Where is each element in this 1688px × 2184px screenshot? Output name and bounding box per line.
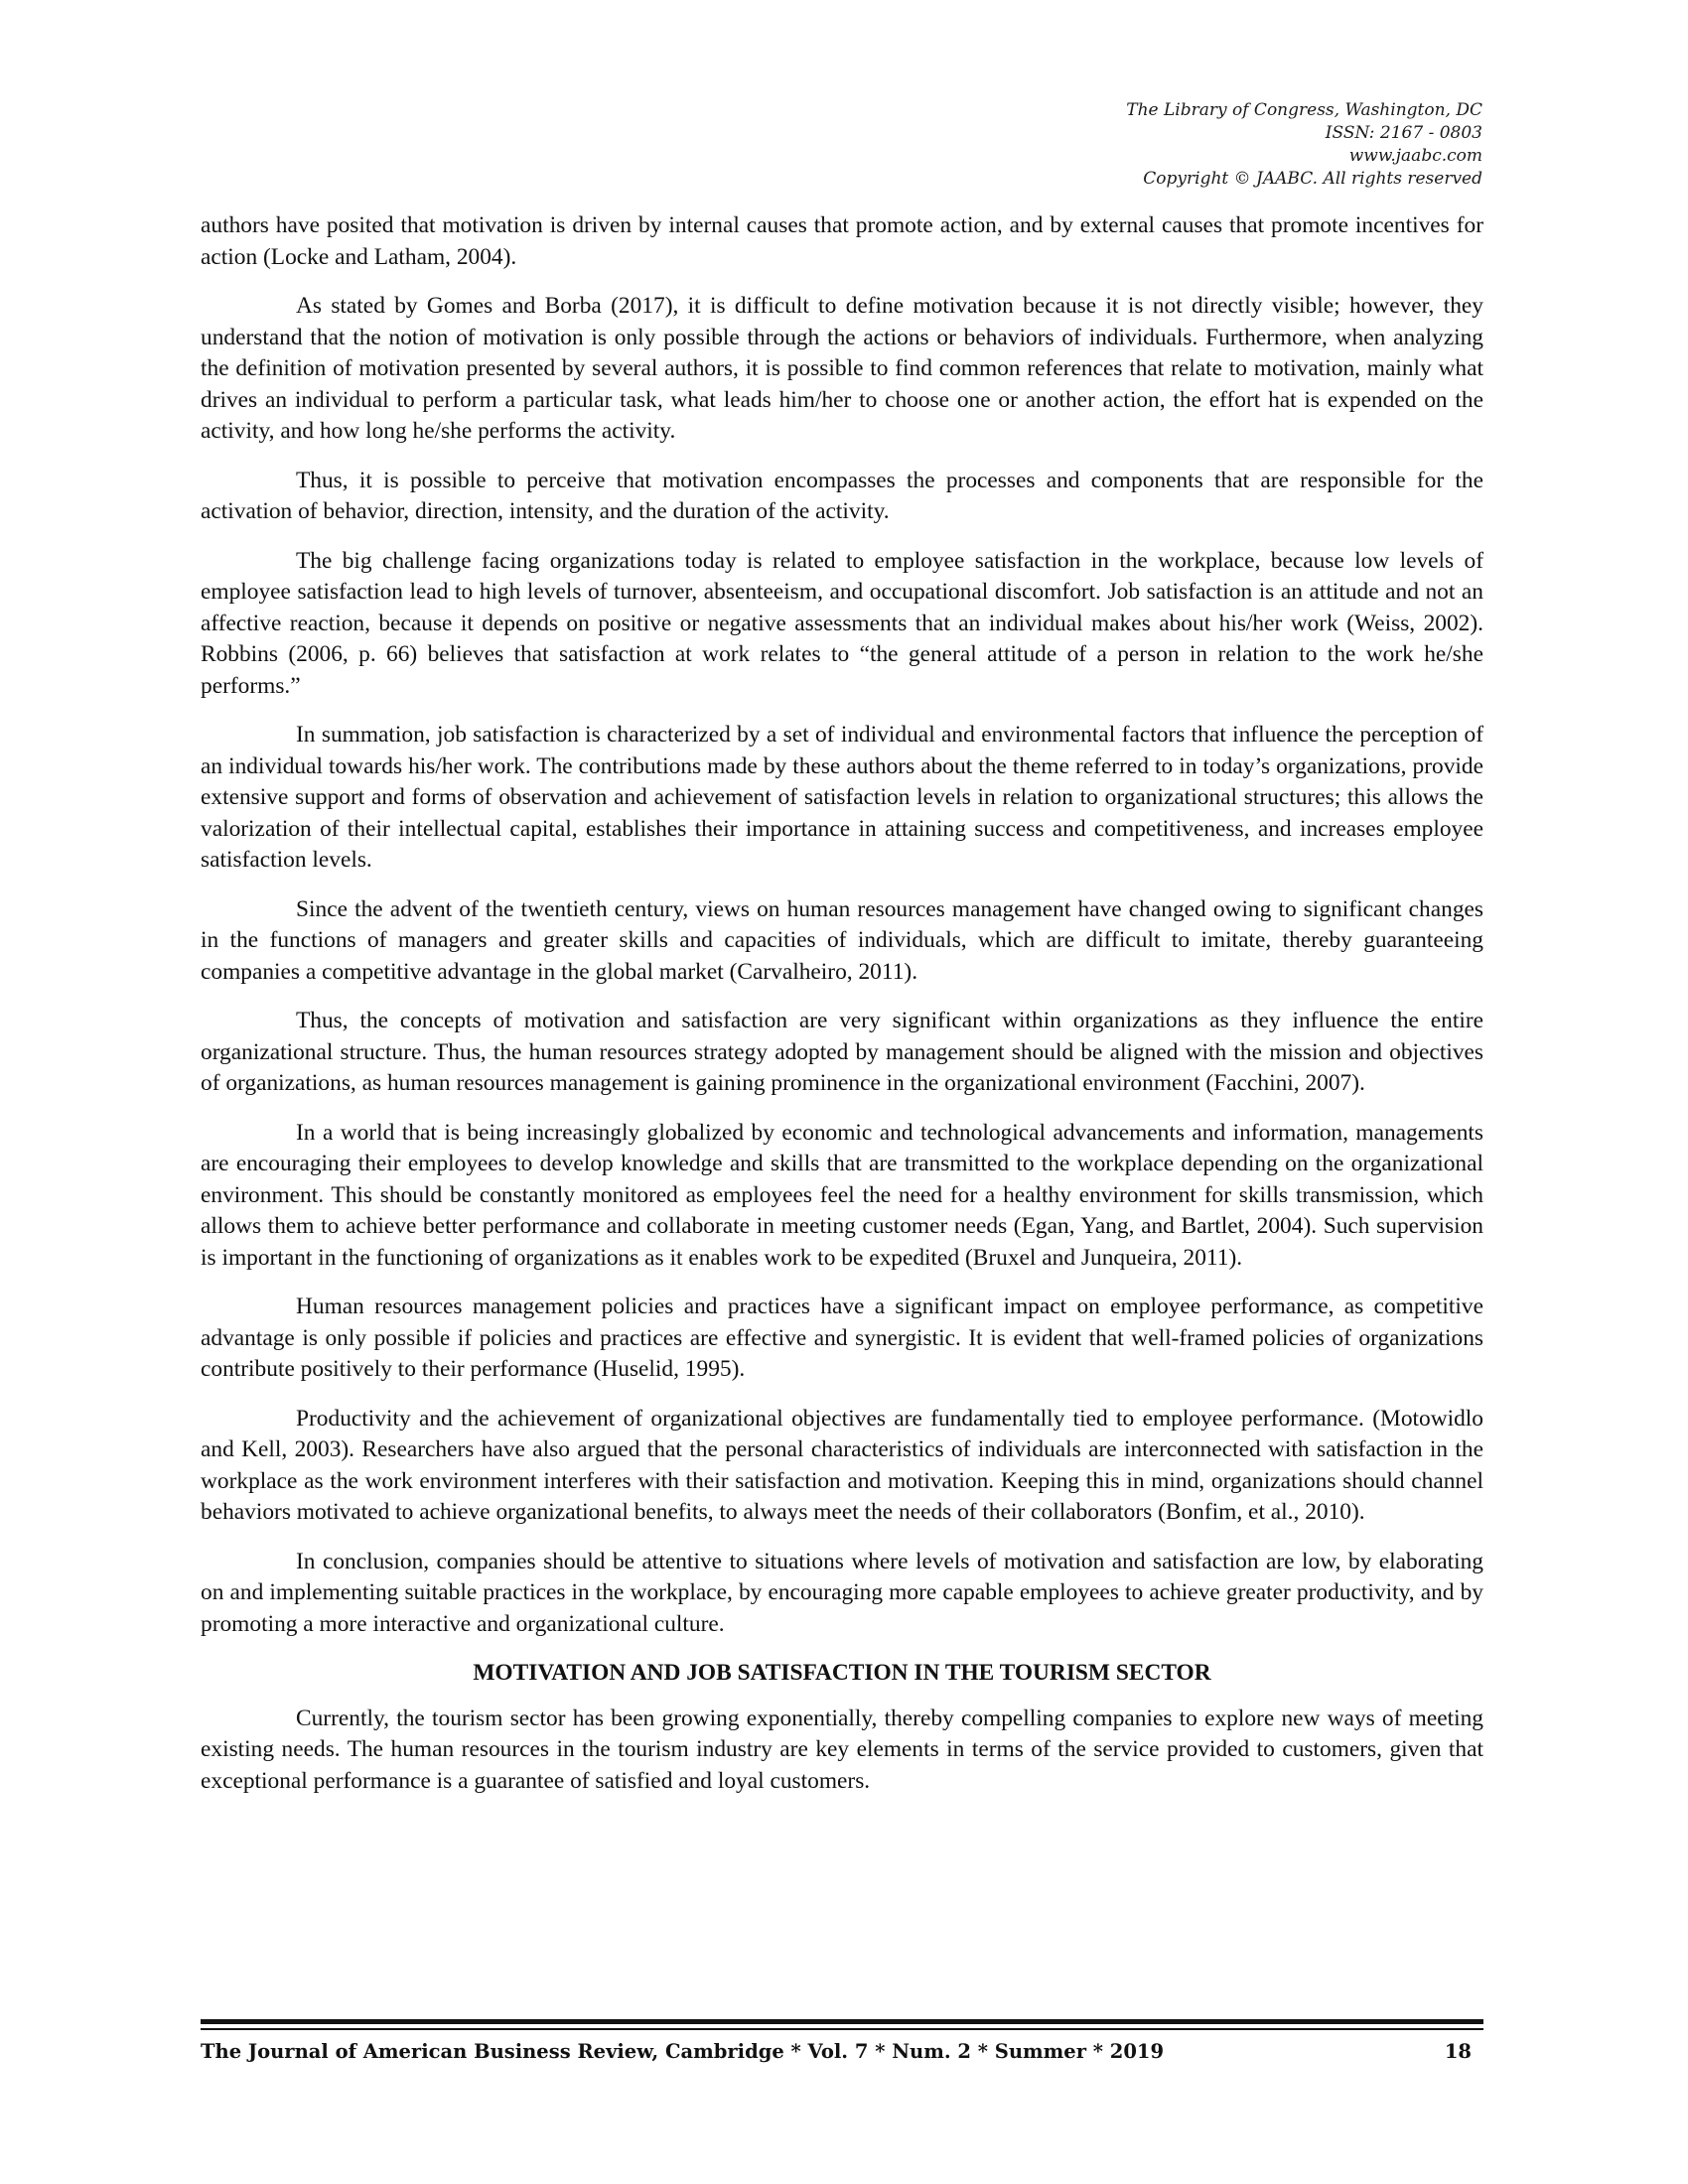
paragraph: Currently, the tourism sector has been growing exponentially, thereby compelling companies to explore new ways of meeting existing needs. The human resources in the tourism industry are key elements in terms of the service provided to customers, given that exceptional performance is a guarantee of satisfied and loyal customers. bbox=[201, 1705, 1483, 1794]
paragraph: authors have posited that motivation is driven by internal causes that promote action, and by external causes that promote incentives for action (Locke and Latham, 2004). bbox=[201, 212, 1483, 270]
paragraph: In a world that is being increasingly globalized by economic and technological advancements and information, managements are encouraging their employees to develop knowledge and skills that are transmitted to the workplace depending on the organizational environment. This should be constantly monitored as employees feel the need for a healthy environment for skills transmission, which allows them to achieve better performance and collaborate in meeting customer needs (Egan, Yang, and Bartlet, 2004). Such supervision is important in the functioning of organizations as it enables work to be expedited (Bruxel and Junqueira, 2011). bbox=[201, 1119, 1483, 1271]
header-copyright: Copyright © JAABC. All rights reserved bbox=[1143, 169, 1482, 189]
header-issn: ISSN: 2167 - 0803 bbox=[1325, 123, 1482, 143]
paragraph: Productivity and the achievement of organizational objectives are fundamentally tied to employee performance. (Motowidlo and Kell, 2003). Researchers have also argued that the personal characteristics of individuals are interconnected with satisfaction in the workplace as the work environment interferes with their satisfaction and motivation. Keeping this in mind, organizations should channel behaviors motivated to achieve organizational benefits, to always meet the needs of their collaborators (Bonfim, et al., 2010). bbox=[201, 1405, 1483, 1525]
footer-divider-thick bbox=[201, 2019, 1483, 2024]
paragraph: In summation, job satisfaction is characterized by a set of individual and environmental factors that influence the perception of an individual towards his/her work. The contributions made by these authors about the theme referred to in today’s organizations, provide extensive support and forms of observation and achievement of satisfaction levels in relation to organizational structures; this allows the valorization of their intellectual capital, establishes their importance in attaining success and competitiveness, and increases employee satisfaction levels. bbox=[201, 722, 1483, 873]
paragraph: Thus, the concepts of motivation and satisfaction are very significant within organizations as they influence the entire organizational structure. Thus, the human resources strategy adopted by management should be aligned with the mission and objectives of organizations, as human resources management is gaining prominence in the organizational environment (Facchini, 2007). bbox=[201, 1008, 1483, 1096]
header-website: www.jaabc.com bbox=[1348, 146, 1482, 166]
running-footer bbox=[201, 2037, 1483, 2067]
footer-divider-thin bbox=[201, 2028, 1483, 2030]
paragraph: Thus, it is possible to perceive that motivation encompasses the processes and components that are responsible for the activation of behavior, direction, intensity, and the duration of the activity. bbox=[201, 467, 1483, 524]
paragraph: Human resources management policies and practices have a significant impact on employee performance, as competitive advantage is only possible if policies and practices are effective and synergistic. It is evident that well-framed policies of organizations contribute positively to their performance (Huselid, 1995). bbox=[201, 1294, 1483, 1382]
page-number: 18 bbox=[1444, 2040, 1472, 2063]
running-header bbox=[1126, 99, 1482, 191]
paragraph: Since the advent of the twentieth century, views on human resources management have changed owing to significant changes in the functions of managers and greater skills and capacities of individuals, which are difficult to imitate, thereby guaranteeing companies a competitive advantage in the global market (Carvalheiro, 2011). bbox=[201, 895, 1483, 985]
paragraph: As stated by Gomes and Borba (2017), it is difficult to define motivation because it is not directly visible; however, they understand that the notion of motivation is only possible through the actions or behaviors of individuals. Furthermore, when analyzing the definition of motivation presented by several authors, it is possible to find common references that relate to motivation, mainly what drives an individual to perform a particular task, what leads him/her to choose one or another action, the effort hat is expended on the activity, and how long he/she performs the activity. bbox=[201, 293, 1483, 444]
paragraph: The big challenge facing organizations today is related to employee satisfaction in the workplace, because low levels of employee satisfaction lead to high levels of turnover, absenteeism, and occupational discomfort. Job satisfaction is an attitude and not an affective reaction, because it depends on positive or negative assessments that an individual makes about his/her work (Weiss, 2002). Robbins (2006, p. 66) believes that satisfaction at work relates to “the general attitude of a person in relation to the work he/she performs.” bbox=[201, 547, 1483, 699]
paragraph: In conclusion, companies should be attentive to situations where levels of motivation and satisfaction are low, by elaborating on and implementing suitable practices in the workplace, by encouraging more capable employees to achieve greater productivity, and by promoting a more interactive and organizational culture. bbox=[201, 1548, 1483, 1637]
footer-journal-citation: The Journal of American Business Review, Cambridge * Vol. 7 * Num. 2 * Summer * 2019 bbox=[201, 2040, 1165, 2063]
header-publisher: The Library of Congress, Washington, DC bbox=[1126, 100, 1482, 120]
section-heading: MOTIVATION AND JOB SATISFACTION IN THE TOURISM SECTOR bbox=[473, 1660, 1211, 1686]
article-body bbox=[201, 210, 1483, 1815]
